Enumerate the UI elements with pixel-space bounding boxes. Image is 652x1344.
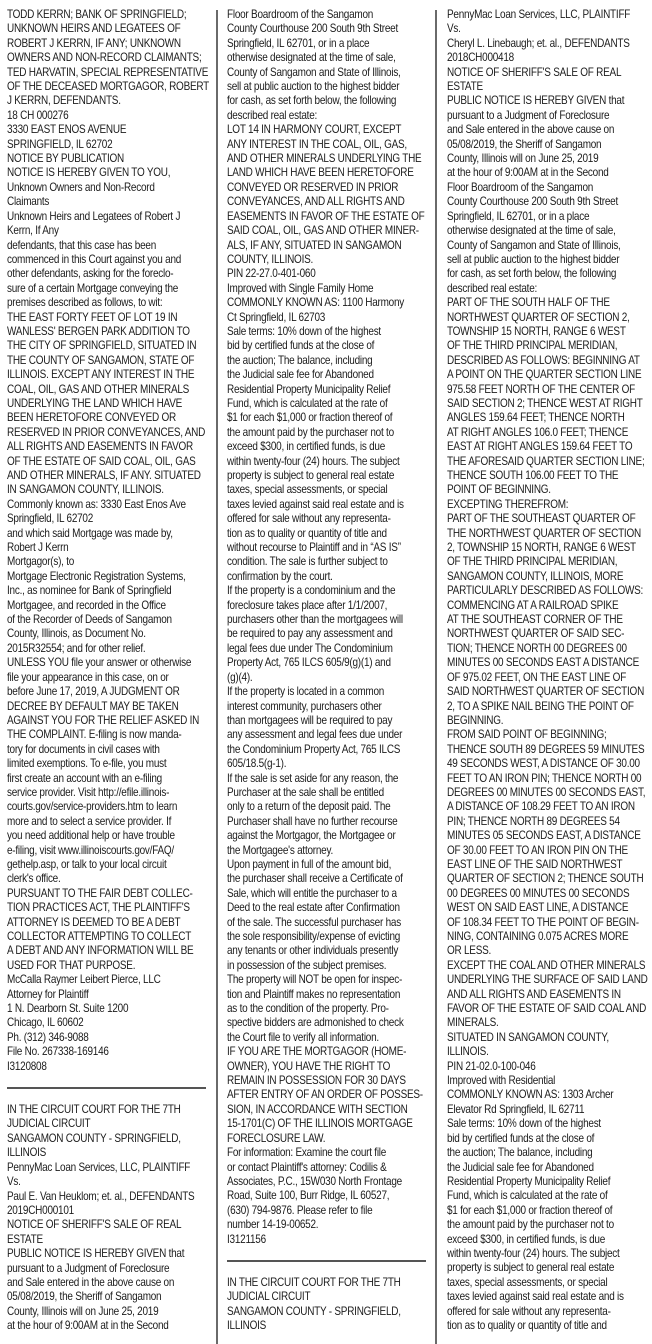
notice-text-line: Paul E. Van Heuklom; et. al., DEFENDANTS xyxy=(7,1189,195,1203)
notice-text-line: PennyMac Loan Services, LLC, PLAINTIFF xyxy=(7,1160,191,1174)
notice-text-line: property is subject to general real estate xyxy=(227,469,395,482)
notice-text-line: be required to pay any assessment and xyxy=(227,627,393,641)
notice-gap xyxy=(7,1074,209,1103)
notice-text-line: $1 for each $1,000 or fraction thereof of xyxy=(227,411,393,425)
notice-text-line: IN SANGAMON COUNTY, ILLINOIS. xyxy=(7,483,164,497)
notice-text-line: ATTORNEY IS DEEMED TO BE A DEBT xyxy=(7,915,181,929)
notice-text-line: Springfield, IL 62701, or in a place xyxy=(447,209,590,223)
notice-text-line: the Mortgagee's attorney. xyxy=(227,843,333,857)
notice-text-line: tion and Plaintiff makes no representation xyxy=(227,987,401,1001)
notice-text-line: Mortgagee, and recorded in the Office xyxy=(7,598,166,612)
notice-text-line: OF THE THIRD PRINCIPAL MERIDIAN, xyxy=(447,339,618,353)
notice-text-line: clerk's office. xyxy=(7,872,61,886)
notice-text-line: than mortgagees will be required to pay xyxy=(227,713,393,727)
notice-text-line: EASEMENTS IN FAVOR OF THE ESTATE OF xyxy=(227,209,425,223)
notice-text-line: 49 SECONDS WEST, A DISTANCE OF 30.00 xyxy=(447,757,640,771)
notice-text-line: Unknown Heirs and Legatees of Robert J xyxy=(7,209,181,223)
notice-text-line: 05/08/2019, the Sheriff of Sangamon xyxy=(447,137,602,151)
notice-text-line: SPRINGFIELD, IL 62702 xyxy=(7,137,113,151)
notice-text-line: IF YOU ARE THE MORTGAGOR (HOME- xyxy=(227,1045,407,1059)
notice-text-line: TOWNSHIP 15 NORTH, RANGE 6 WEST xyxy=(447,324,626,338)
notice-text-line: PARTICULARLY DESCRIBED AS FOLLOWS: xyxy=(447,584,644,598)
notice-text-line: at the hour of 9:00AM at in the Second xyxy=(7,1319,169,1333)
notice-text-line: condition. The sale is further subject to xyxy=(227,555,388,569)
notice-text-line: more and to select a service provider. If xyxy=(7,814,172,828)
notice-text-line: taxes, special assessments, or special xyxy=(227,483,388,497)
notice-text-line: DEGREES 00 MINUTES 00 SECONDS EAST, xyxy=(447,785,646,799)
notice-text-line: MINERALS. xyxy=(447,1016,499,1030)
notice-text-line: EAST AT RIGHT ANGLES 159.64 FEET TO xyxy=(447,440,633,454)
notice-text-line: RESERVED IN PRIOR CONVEYANCES, AND xyxy=(7,425,206,439)
notice-text-line: THE CITY OF SPRINGFIELD, SITUATED IN xyxy=(7,339,197,353)
notice-text-line: AND ALL RIGHTS AND EASEMENTS IN xyxy=(447,987,621,1001)
notice-gap xyxy=(227,1247,424,1276)
notice-text-line: NOTICE IS HEREBY GIVEN TO YOU, xyxy=(7,166,171,180)
notice-text-line: tion as to quality or quantity of title and xyxy=(447,1318,607,1332)
notice-text-line: SANGAMON COUNTY - SPRINGFIELD, xyxy=(227,1304,401,1318)
notice-text-line: COMMONLY KNOWN AS: 1100 Harmony xyxy=(227,296,405,310)
notice-text-line: Mortgagor(s), to xyxy=(7,555,75,569)
notice-text-line: Residential Property Municipality Relief xyxy=(447,1174,611,1188)
notice-text-line: McCalla Raymer Leibert Pierce, LLC xyxy=(7,973,161,987)
notice-text-line: confirmation by the court. xyxy=(227,569,333,583)
notice-text-line: ILLINOIS xyxy=(227,1319,267,1333)
notice-text-line: OF THE ESTATE OF SAID COAL, OIL, GAS xyxy=(7,454,196,468)
notice-text-line: for cash, as set forth below, the following xyxy=(227,94,397,108)
notice-text-line: THENCE SOUTH 106.00 FEET TO THE xyxy=(447,469,619,482)
notice-text-line: Chicago, IL 60602 xyxy=(7,1016,84,1030)
notice-text-line: UNKNOWN HEIRS AND LEGATEES OF xyxy=(7,22,181,36)
notice-text-line: A DISTANCE OF 108.29 FEET TO AN IRON xyxy=(447,800,635,814)
notice-text-line: COAL, OIL, GAS AND OTHER MINERALS xyxy=(7,382,190,396)
notice-text-line: Sale terms: 10% down of the highest xyxy=(227,324,381,338)
notice-text-line: If the property is a condominium and the xyxy=(227,584,396,598)
notice-text-line: OF 108.34 FEET TO THE POINT OF BEGIN- xyxy=(447,915,639,929)
notice-text-line: purchasers other than the mortgagees will xyxy=(227,613,403,627)
notice-text-line: interest community, purchasers other xyxy=(227,699,382,713)
notice-text-line: and Sale entered in the above cause on xyxy=(7,1275,175,1289)
notice-text-line: NOTICE OF SHERIFF'S SALE OF REAL xyxy=(7,1218,182,1232)
notice-text-line: (630) 794-9876. Please refer to file xyxy=(227,1203,373,1217)
notice-text-line: legal fees due under The Condominium xyxy=(227,641,393,655)
notice-text-line: Purchaser shall have no further recourse xyxy=(227,814,398,828)
notice-text-line: Ph. (312) 346-9088 xyxy=(7,1030,89,1044)
notice-text-line: gethelp.asp, or talk to your local circuit xyxy=(7,857,167,871)
notice-text-line: SAID COAL, OIL, GAS AND OTHER MINER- xyxy=(227,224,419,238)
column-divider xyxy=(435,10,437,1344)
notice-text-line: COMMENCING AT A RAILROAD SPIKE xyxy=(447,598,619,612)
notice-text-line: AT RIGHT ANGLES 106.0 FEET; THENCE xyxy=(447,425,629,439)
notice-text-line: Unknown Owners and Non-Record xyxy=(7,180,155,194)
notice-text-line: without recourse to Plaintiff and in “AS IS” xyxy=(227,541,401,555)
notice-text-line: FEET TO AN IRON PIN; THENCE NORTH 00 xyxy=(447,771,642,785)
notice-text-line: in possession of the subject premises. xyxy=(227,958,387,972)
column-2 xyxy=(227,8,424,1334)
notice-text-line: TION PRACTICES ACT, THE PLAINTIFF'S xyxy=(7,901,190,915)
notice-text-line: Elevator Rd Springfield, IL 62711 xyxy=(447,1102,585,1116)
notice-text-line: Vs. xyxy=(7,1175,21,1189)
notice-text-line: the amount paid by the purchaser not to xyxy=(447,1218,614,1232)
notice-text-line: PART OF THE SOUTH HALF OF THE xyxy=(447,296,610,310)
notice-text-line: Robert J Kerrn xyxy=(7,541,69,555)
notice-text-line: OWNER), YOU HAVE THE RIGHT TO xyxy=(227,1059,391,1073)
notice-text-line: OF THE DECEASED MORTGAGOR, ROBERT xyxy=(7,80,210,94)
notice-text-line: WANLESS' BERGEN PARK ADDITION TO xyxy=(7,324,190,338)
notice-text-line: UNDERLYING THE LAND WHICH HAVE xyxy=(7,396,183,410)
notice-text-line: PURSUANT TO THE FAIR DEBT COLLEC- xyxy=(7,886,193,900)
notice-text-line: at the hour of 9:00AM at in the Second xyxy=(447,166,609,180)
notice-text-line: THE AFORESAID QUARTER SECTION LINE; xyxy=(447,454,645,468)
notice-text-line: taxes, special assessments, or special xyxy=(447,1275,608,1289)
column-3 xyxy=(447,8,648,1333)
notice-text-line: MINUTES 05 SECONDS EAST, A DISTANCE xyxy=(447,829,641,843)
notice-text-line: 18 CH 000276 xyxy=(7,108,69,122)
notice-text-line: any tenants or other individuals presently xyxy=(227,944,399,958)
legal-notice xyxy=(447,8,648,1333)
notice-text-line: the Condominium Property Act, 765 ILCS xyxy=(227,742,401,756)
notice-text-line: Vs. xyxy=(447,22,461,36)
notice-text-line: the auction; The balance, including xyxy=(447,1146,593,1160)
notice-text-line: offered for sale without any representa- xyxy=(227,512,391,526)
column-1 xyxy=(7,8,209,1334)
notice-text-line: TION; THENCE NORTH 00 DEGREES 00 xyxy=(447,641,627,655)
notice-text-line: COMMONLY KNOWN AS: 1303 Archer xyxy=(447,1088,614,1102)
notice-text-line: the Judicial sale fee for Abandoned xyxy=(227,368,374,382)
notice-text-line: REMAIN IN POSSESSION FOR 30 DAYS xyxy=(227,1074,406,1088)
notice-text-line: any assessment and legal fees due under xyxy=(227,728,403,742)
notice-text-line: EXCEPTING THEREFROM: xyxy=(447,497,569,511)
notice-text-line: foreclosure takes place after 1/1/2007, xyxy=(227,598,388,612)
notice-text-line: WEST ON SAID EAST LINE, A DISTANCE xyxy=(447,901,629,915)
notice-text-line: OR LESS. xyxy=(447,944,492,958)
notice-text-line: tion as to quality or quantity of title and xyxy=(227,526,387,540)
notice-text-line: Mortgage Electronic Registration Systems, xyxy=(7,569,186,583)
notice-text-line: Attorney for Plaintiff xyxy=(7,987,89,1001)
notice-text-line: UNLESS YOU file your answer or otherwise xyxy=(7,656,192,670)
notice-text-line: as to the condition of the property. Pro- xyxy=(227,1002,389,1016)
notice-text-line: LOT 14 IN HARMONY COURT, EXCEPT xyxy=(227,123,402,137)
notice-text-line: THENCE SOUTH 89 DEGREES 59 MINUTES xyxy=(447,742,645,756)
legal-notice xyxy=(7,1103,209,1334)
notice-text-line: COUNTY, ILLINOIS. xyxy=(227,252,314,266)
notice-text-line: the Judicial sale fee for Abandoned xyxy=(447,1160,594,1174)
notice-text-line: PIN 22-27.0-401-060 xyxy=(227,267,316,281)
notice-text-line: the purchaser shall receive a Certificate of xyxy=(227,872,403,886)
notice-text-line: Property Act, 765 ILCS 605/9(g)(1) and xyxy=(227,656,391,670)
notice-text-line: CONVEYED OR RESERVED IN PRIOR xyxy=(227,180,399,194)
notice-text-line: Cheryl L. Linebaugh; et. al., DEFENDANTS xyxy=(447,36,630,50)
notice-text-line: ALL RIGHTS AND EASEMENTS IN FAVOR xyxy=(7,440,193,454)
notice-text-line: Floor Boardroom of the Sangamon xyxy=(227,8,374,21)
notice-text-line: JUDICIAL CIRCUIT xyxy=(227,1290,311,1304)
notice-text-line: Ct Springfield, IL 62703 xyxy=(227,310,326,324)
notice-text-line: ESTATE xyxy=(447,80,483,94)
notice-text-line: described real estate: xyxy=(447,281,538,295)
notice-text-line: OWNERS AND NON-RECORD CLAIMANTS; xyxy=(7,51,202,65)
notice-text-line: before June 17, 2019, A JUDGMENT OR xyxy=(7,685,180,699)
notice-text-line: 3330 EAST ENOS AVENUE xyxy=(7,123,127,137)
notice-text-line: County Courthouse 200 South 9th Street xyxy=(447,195,619,209)
notice-text-line: NORTHWEST QUARTER OF SAID SEC- xyxy=(447,627,625,641)
notice-text-line: PART OF THE SOUTHEAST QUARTER OF xyxy=(447,512,636,526)
notice-text-line: for cash, as set forth below, the following xyxy=(447,267,617,281)
notice-text-line: IN THE CIRCUIT COURT FOR THE 7TH xyxy=(227,1275,401,1289)
notice-text-line: THE NORTHWEST QUARTER OF SECTION xyxy=(447,526,641,540)
notice-text-line: taxes levied against said real estate and is xyxy=(227,497,404,511)
notice-text-line: Fund, which is calculated at the rate of xyxy=(447,1189,608,1203)
notice-text-line: FORECLOSURE LAW. xyxy=(227,1131,326,1145)
notice-text-line: THE COMPLAINT. E-filing is now manda- xyxy=(7,728,182,742)
notice-text-line: ALS, IF ANY, SITUATED IN SANGAMON xyxy=(227,238,402,252)
notice-text-line: Claimants xyxy=(7,195,50,209)
notice-text-line: File No. 267338-169146 xyxy=(7,1045,109,1059)
notice-text-line: DESCRIBED AS FOLLOWS: BEGINNING AT xyxy=(447,353,640,367)
notice-text-line: PIN 21-02.0-100-046 xyxy=(447,1059,536,1073)
notice-text-line: AND OTHER MINERALS, IF ANY. SITUATED xyxy=(7,469,201,482)
notice-text-line: taxes levied against said real estate and is xyxy=(447,1290,624,1304)
notice-text-line: AFTER ENTRY OF AN ORDER OF POSSES- xyxy=(227,1088,423,1102)
notice-text-line: Inc., as nominee for Bank of Springfield xyxy=(7,584,172,598)
notice-text-line: sell at public auction to the highest bidder xyxy=(447,252,620,266)
notice-text-line: A DEBT AND ANY INFORMATION WILL BE xyxy=(7,944,194,958)
notice-text-line: OF THE THIRD PRINCIPAL MERIDIAN, xyxy=(447,555,618,569)
legal-notice xyxy=(227,8,424,1247)
notice-text-line: AND OTHER MINERALS UNDERLYING THE xyxy=(227,152,422,166)
notice-text-line: 15-1701(C) OF THE ILLINOIS MORTGAGE xyxy=(227,1117,413,1131)
notice-text-line: SANGAMON COUNTY - SPRINGFIELD, xyxy=(7,1131,181,1145)
notice-text-line: Sale, which will entitle the purchaser to a xyxy=(227,886,397,900)
notice-text-line: Deed to the real estate after Confirmation xyxy=(227,901,400,915)
notice-text-line: the auction; The balance, including xyxy=(227,353,373,367)
notice-text-line: other defendants, asking for the foreclo- xyxy=(7,267,174,281)
notice-text-line: service provider. Visit http://efile.illinois- xyxy=(7,785,170,799)
notice-text-line: exceed $300, in certified funds, is due xyxy=(227,440,386,454)
notice-text-line: FAVOR OF THE ESTATE OF SAID COAL AND xyxy=(447,1002,647,1016)
notice-text-line: BEEN HERETOFORE CONVEYED OR xyxy=(7,411,176,425)
legal-notice xyxy=(227,1276,424,1334)
notice-text-line: For information: Examine the court file xyxy=(227,1146,387,1160)
notice-text-line: NING, CONTAINING 0.075 ACRES MORE xyxy=(447,930,629,943)
notice-text-line: If the sale is set aside for any reason, the xyxy=(227,771,399,785)
notice-text-line: the Court file to verify all information. xyxy=(227,1030,379,1044)
notice-text-line: Residential Property Municipality Relief xyxy=(227,382,391,396)
notice-text-line: 2015R32554; and for other relief. xyxy=(7,641,146,655)
notice-text-line: against the Mortgagor, the Mortgagee or xyxy=(227,829,396,843)
notice-text-line: POINT OF BEGINNING. xyxy=(447,483,551,497)
notice-text-line: If the property is located in a common xyxy=(227,685,385,699)
notice-text-line: and which said Mortgage was made by, xyxy=(7,526,173,540)
notice-text-line: NOTICE OF SHERIFF'S SALE OF REAL xyxy=(447,65,622,79)
notice-text-line: property is subject to general real estate xyxy=(447,1261,615,1275)
notice-text-line: ILLINOIS. EXCEPT ANY INTEREST IN THE xyxy=(7,368,195,382)
notice-text-line: MINUTES 00 SECONDS EAST A DISTANCE xyxy=(447,656,640,670)
notice-text-line: IN THE CIRCUIT COURT FOR THE 7TH xyxy=(7,1103,181,1117)
notice-text-line: 05/08/2019, the Sheriff of Sangamon xyxy=(7,1290,162,1304)
notice-text-line: within twenty-four (24) hours. The subject xyxy=(447,1246,620,1260)
notice-text-line: (g)(4). xyxy=(227,670,253,684)
notice-text-line: JUDICIAL CIRCUIT xyxy=(7,1117,91,1131)
notice-text-line: OF 975.02 FEET, ON THE EAST LINE OF xyxy=(447,670,627,684)
notice-text-line: exceed $300, in certified funds, is due xyxy=(447,1232,606,1246)
column-divider xyxy=(216,10,218,1344)
notice-text-line: County, Illinois will on June 25, 2019 xyxy=(7,1304,159,1318)
notice-text-line: The property will NOT be open for inspec- xyxy=(227,973,403,987)
notice-text-line: OF 30.00 FEET TO AN IRON PIN ON THE xyxy=(447,843,628,857)
notice-text-line: described real estate: xyxy=(227,108,318,122)
notice-text-line: ANGLES 159.64 FEET; THENCE NORTH xyxy=(447,411,625,425)
notice-text-line: 2019CH000101 xyxy=(7,1203,74,1217)
notice-text-line: NORTHWEST QUARTER OF SECTION 2, xyxy=(447,310,630,324)
notice-text-line: AGAINST YOU FOR THE RELIEF ASKED IN xyxy=(7,713,200,727)
notice-text-line: SION, IN ACCORDANCE WITH SECTION xyxy=(227,1102,408,1116)
notice-text-line: 00 DEGREES 00 MINUTES 00 SECONDS xyxy=(447,886,630,900)
notice-text-line: ILLINOIS xyxy=(7,1146,47,1160)
notice-text-line: premises described as follows, to wit: xyxy=(7,296,163,310)
legal-notice xyxy=(7,8,209,1074)
notice-text-line: otherwise designated at the time of sale, xyxy=(447,224,616,238)
notice-text-line: 605/18.5(g-1). xyxy=(227,757,287,771)
notice-text-line: the sole responsibility/expense of evicting xyxy=(227,930,401,943)
notice-text-line: sure of a certain Mortgage conveying the xyxy=(7,281,179,295)
notice-text-line: only to a return of the deposit paid. The xyxy=(227,800,391,814)
notice-text-line: SANGAMON COUNTY, ILLINOIS, MORE xyxy=(447,569,624,583)
notice-text-line: J KERRN, DEFENDANTS. xyxy=(7,94,121,108)
notice-text-line: defendants, that this case has been xyxy=(7,238,157,252)
notice-text-line: the amount paid by the purchaser not to xyxy=(227,425,394,439)
notice-text-line: SAID SECTION 2; THENCE WEST AT RIGHT xyxy=(447,396,643,410)
notice-text-line: Commonly known as: 3330 East Enos Ave xyxy=(7,497,186,511)
notice-text-line: USED FOR THAT PURPOSE. xyxy=(7,958,136,972)
notice-text-line: 1 N. Dearborn St. Suite 1200 xyxy=(7,1002,129,1016)
notice-text-line: of the sale. The successful purchaser has xyxy=(227,915,401,929)
notice-text-line: I3121156 xyxy=(227,1232,266,1246)
notice-text-line: Improved with Single Family Home xyxy=(227,281,374,295)
notice-text-line: you need additional help or have trouble xyxy=(7,829,175,843)
notice-text-line: SITUATED IN SANGAMON COUNTY, xyxy=(447,1030,609,1044)
notice-text-line: CONVEYANCES, AND ALL RIGHTS AND xyxy=(227,195,405,209)
notice-text-line: spective bidders are admonished to check xyxy=(227,1016,404,1030)
notice-text-line: $1 for each $1,000 or fraction thereof of xyxy=(447,1203,613,1217)
notice-text-line: pursuant to a Judgment of Foreclosure xyxy=(447,108,610,122)
notice-text-line: QUARTER OF SECTION 2; THENCE SOUTH xyxy=(447,872,644,886)
notice-text-line: Fund, which is calculated at the rate of xyxy=(227,396,388,410)
notice-text-line: 2018CH000418 xyxy=(447,51,514,65)
notice-text-line: of the Recorder of Deeds of Sangamon xyxy=(7,613,172,627)
notice-text-line: bid by certified funds at the close of xyxy=(227,339,375,353)
notice-text-line: Road, Suite 100, Burr Ridge, IL 60527, xyxy=(227,1189,390,1203)
notice-text-line: FROM SAID POINT OF BEGINNING; xyxy=(447,728,607,742)
notice-text-line: NOTICE BY PUBLICATION xyxy=(7,152,125,166)
notice-text-line: EXCEPT THE COAL AND OTHER MINERALS xyxy=(447,958,646,972)
notice-text-line: number 14-19-00652. xyxy=(227,1218,319,1232)
notice-text-line: County, Illinois will on June 25, 2019 xyxy=(447,152,599,166)
notice-text-line: file your appearance in this case, on or xyxy=(7,670,169,684)
notice-text-line: TODD KERRN; BANK OF SPRINGFIELD; xyxy=(7,8,187,21)
notice-text-line: pursuant to a Judgment of Foreclosure xyxy=(7,1261,170,1275)
notice-text-line: UNDERLYING THE SURFACE OF SAID LAND xyxy=(447,973,648,987)
notice-text-line: within twenty-four (24) hours. The subject xyxy=(227,454,400,468)
notice-text-line: THE EAST FORTY FEET OF LOT 19 IN xyxy=(7,310,178,324)
notice-text-line: sell at public auction to the highest bidder xyxy=(227,80,400,94)
notice-text-line: ILLINOIS. xyxy=(447,1045,489,1059)
notice-text-line: PUBLIC NOTICE IS HEREBY GIVEN that xyxy=(447,94,625,108)
notice-text-line: tory for documents in civil cases with xyxy=(7,742,160,756)
notice-text-line: LAND WHICH HAVE BEEN HERETOFORE xyxy=(227,166,414,180)
notice-text-line: otherwise designated at the time of sale, xyxy=(227,51,396,65)
notice-text-line: County, Illinois, as Document No. xyxy=(7,627,146,641)
notice-text-line: County Courthouse 200 South 9th Street xyxy=(227,22,399,36)
notice-text-line: or contact Plaintiff's attorney: Codilis & xyxy=(227,1160,387,1174)
notice-text-line: THE COUNTY OF SANGAMON, STATE OF xyxy=(7,353,195,367)
notice-text-line: Springfield, IL 62702 xyxy=(7,512,94,526)
notice-text-line: EAST LINE OF THE SAID NORTHWEST xyxy=(447,857,623,871)
notice-text-line: COLLECTOR ATTEMPTING TO COLLECT xyxy=(7,930,192,943)
notice-text-line: and Sale entered in the above cause on xyxy=(447,123,615,137)
notice-text-line: ROBERT J KERRN, IF ANY; UNKNOWN xyxy=(7,36,181,50)
notice-text-line: ANY INTEREST IN THE COAL, OIL, GAS, xyxy=(227,137,407,151)
notice-text-line: Associates, P.C., 15W030 North Frontage xyxy=(227,1174,402,1188)
notice-text-line: Purchaser at the sale shall be entitled xyxy=(227,785,384,799)
notice-text-line: e-filing, visit www.illinoiscourts.gov/FAQ/ xyxy=(7,843,174,857)
notice-text-line: first create an account with an e-filing xyxy=(7,771,162,785)
notice-text-line: Kerrn, If Any xyxy=(7,224,59,238)
notice-text-line: Upon payment in full of the amount bid, xyxy=(227,857,392,871)
notice-text-line: DECREE BY DEFAULT MAY BE TAKEN xyxy=(7,699,179,713)
notice-text-line: Floor Boardroom of the Sangamon xyxy=(447,180,594,194)
notice-text-line: I3120808 xyxy=(7,1059,47,1073)
notice-text-line: BEGINNING. xyxy=(447,713,504,727)
notice-text-line: 2, TO A SPIKE NAIL BEING THE POINT OF xyxy=(447,699,634,713)
notice-text-line: AT THE SOUTHEAST CORNER OF THE xyxy=(447,613,623,627)
notice-text-line: County of Sangamon and State of Illinois, xyxy=(227,65,401,79)
notice-text-line: A POINT ON THE QUARTER SECTION LINE xyxy=(447,368,642,382)
notice-text-line: Sale terms: 10% down of the highest xyxy=(447,1117,601,1131)
notice-text-line: commenced in this Court against you and xyxy=(7,252,182,266)
notice-text-line: TED HARVATIN, SPECIAL REPRESENTATIVE xyxy=(7,65,209,79)
notice-text-line: 2, TOWNSHIP 15 NORTH, RANGE 6 WEST xyxy=(447,541,636,555)
notice-text-line: Improved with Residential xyxy=(447,1074,556,1088)
notice-text-line: Springfield, IL 62701, or in a place xyxy=(227,36,370,50)
notice-text-line: ESTATE xyxy=(7,1232,43,1246)
notice-text-line: limited exemptions. To e-file, you must xyxy=(7,757,167,771)
notice-text-line: offered for sale without any representa- xyxy=(447,1304,611,1318)
notice-text-line: bid by certified funds at the close of xyxy=(447,1131,595,1145)
notice-text-line: PIN; THENCE NORTH 89 DEGREES 54 xyxy=(447,814,620,828)
notice-text-line: courts.gov/service-providers.htm to learn xyxy=(7,800,178,814)
notice-text-line: PUBLIC NOTICE IS HEREBY GIVEN that xyxy=(7,1247,185,1261)
notice-text-line: PennyMac Loan Services, LLC, PLAINTIFF xyxy=(447,8,631,21)
notice-text-line: County of Sangamon and State of Illinois, xyxy=(447,238,621,252)
notice-text-line: SAID NORTHWEST QUARTER OF SECTION xyxy=(447,685,645,699)
notice-text-line: 975.58 FEET NORTH OF THE CENTER OF xyxy=(447,382,635,396)
